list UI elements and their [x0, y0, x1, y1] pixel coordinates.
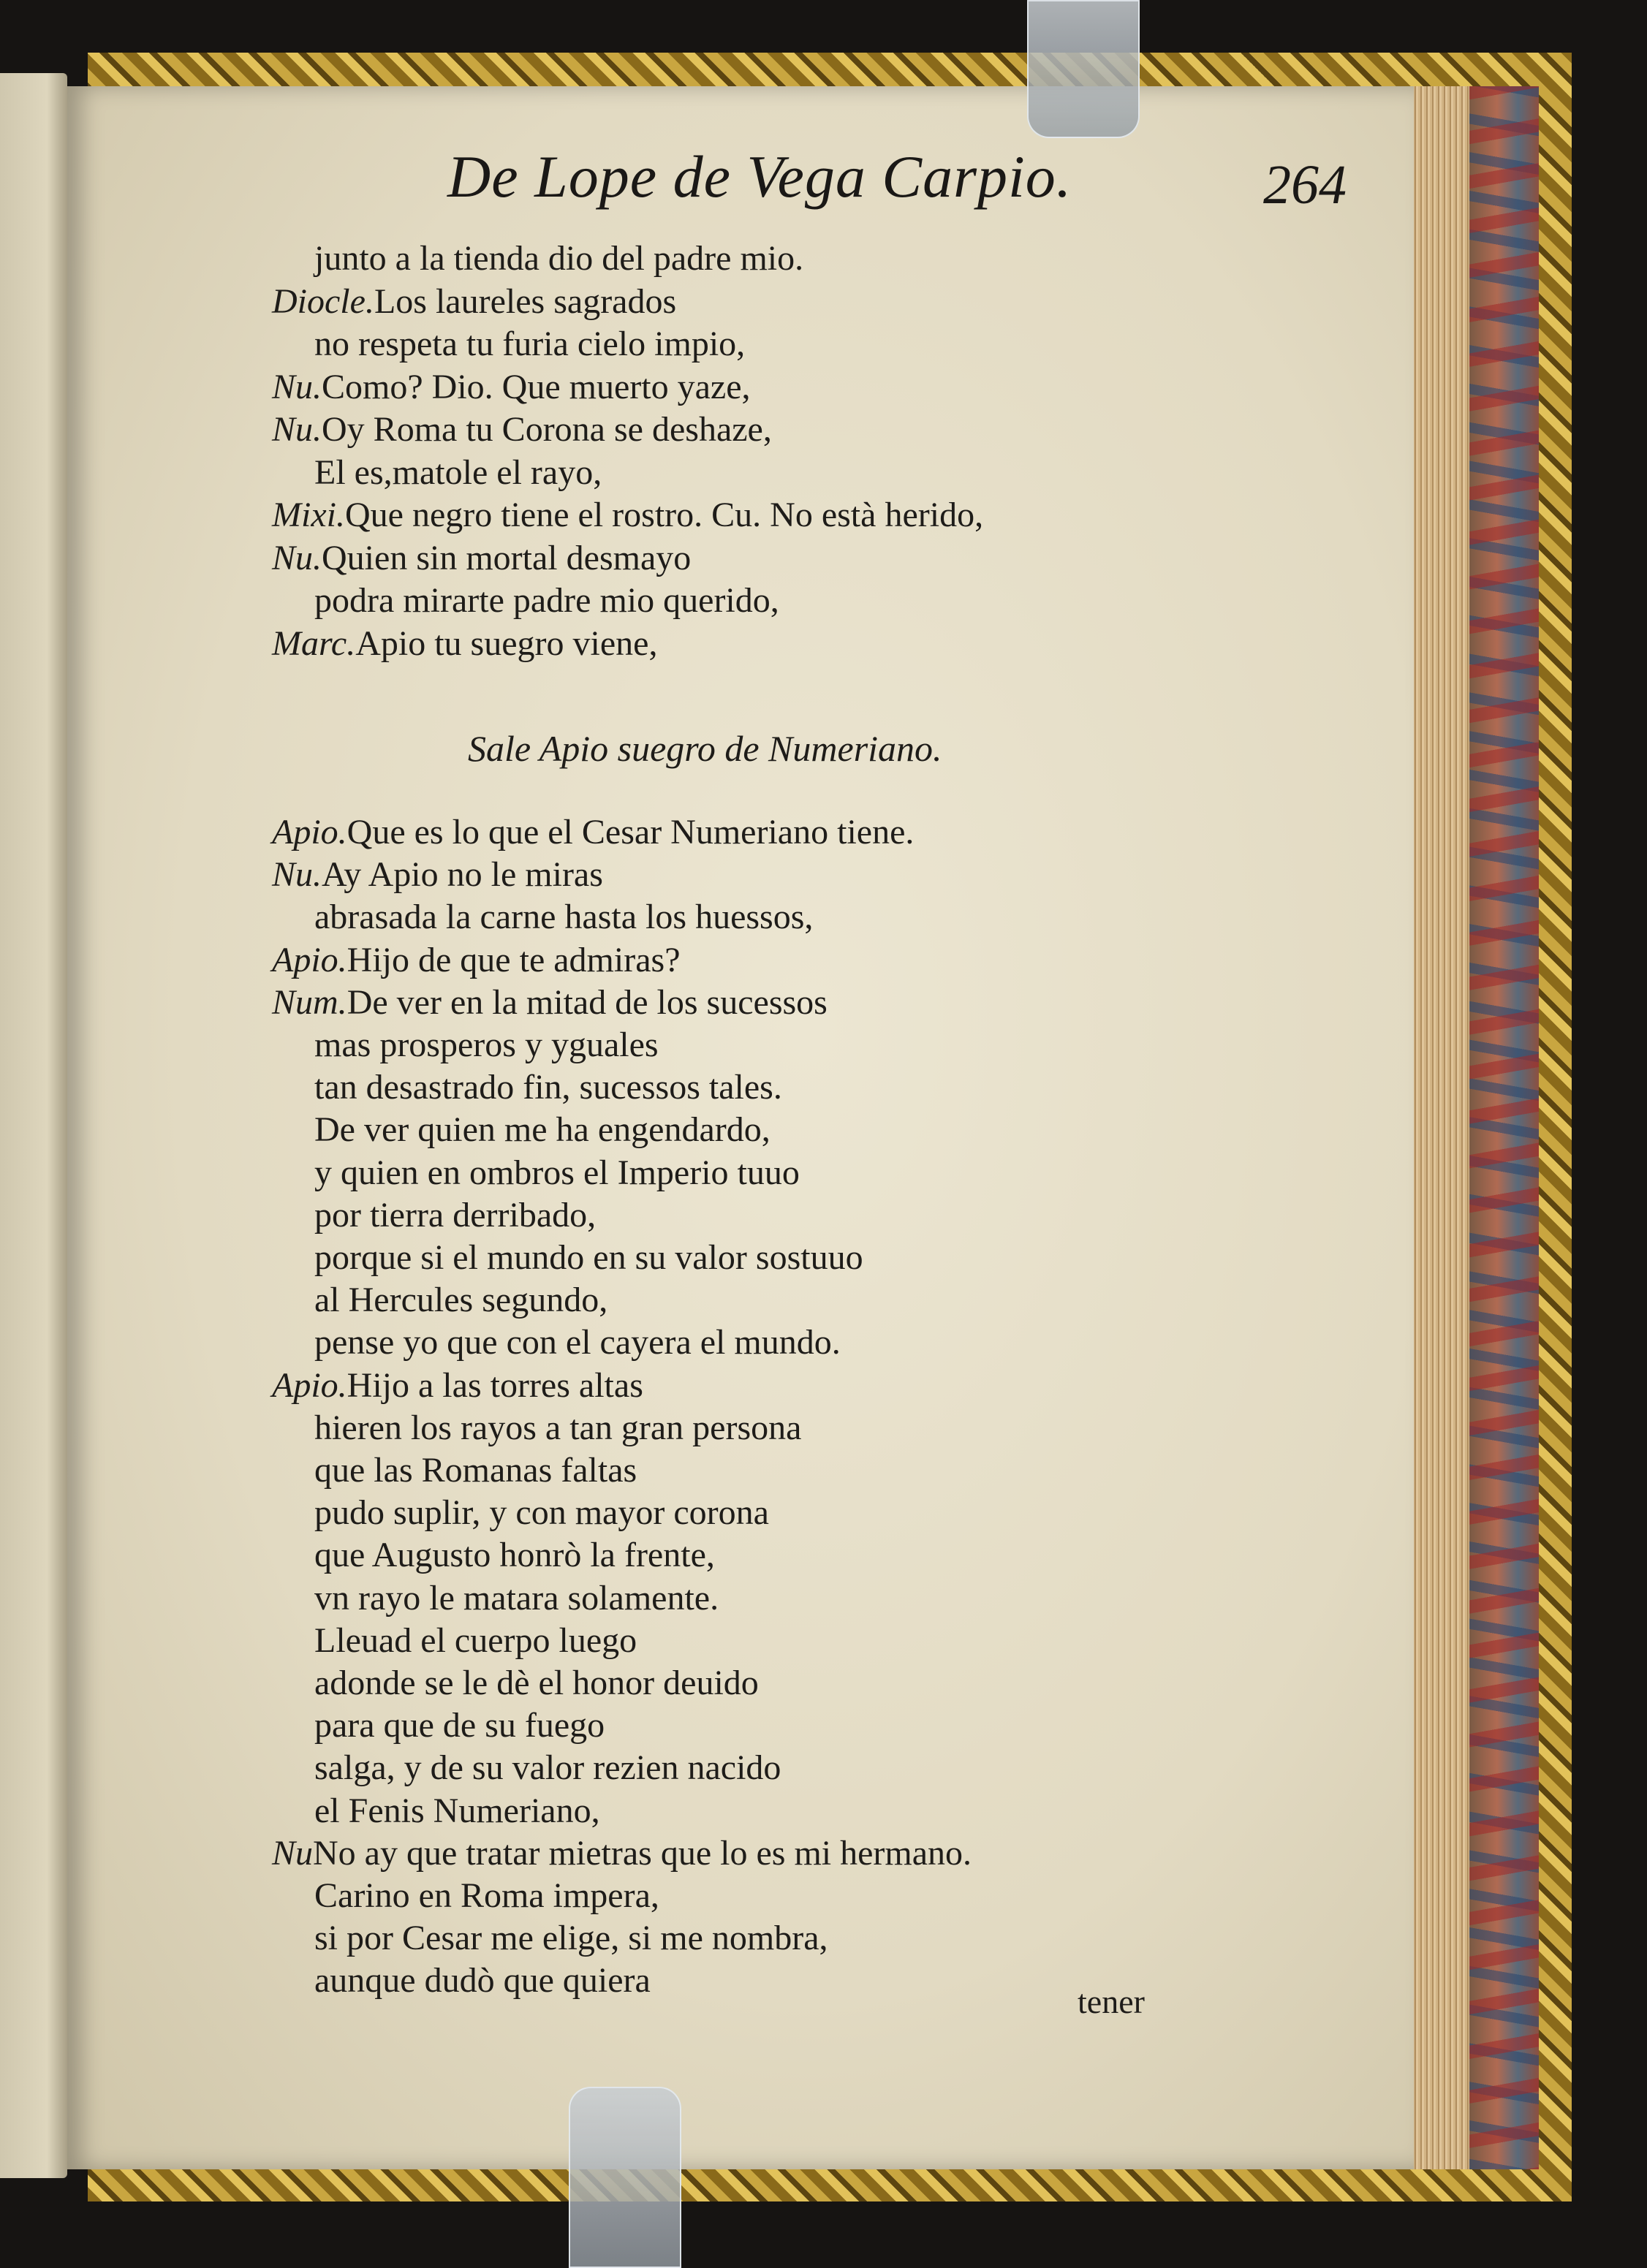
verse-line [314, 1112, 771, 1148]
verse-line [314, 1578, 719, 1617]
verse-text: podra mirarte padre mio querido, [314, 581, 779, 620]
verse-text: salga, y de su valor rezien nacido [314, 1748, 781, 1788]
verse-text: y quien en ombros el Imperio tuuo [314, 1153, 800, 1192]
page-number: 264 [1263, 154, 1347, 216]
verse-text: Ay Apio no le miras [322, 855, 603, 895]
facing-page-edge [0, 73, 67, 2178]
verse-text: junto a la tienda dio del padre mio. [314, 239, 804, 278]
verse-line [314, 1538, 715, 1573]
page-fore-edge [1412, 86, 1469, 2169]
speaker-label: Nu. [272, 855, 322, 895]
catchword: tener [1078, 1983, 1145, 2020]
verse-line [272, 623, 658, 663]
verse-text: No ay que tratar mietras que lo es mi hermano. [313, 1833, 972, 1873]
speaker-label: Apio. [272, 1365, 347, 1405]
verse-line [314, 241, 803, 276]
verse-text: porque si el mundo en su valor sostuuo [314, 1238, 863, 1277]
verse-line [272, 940, 681, 979]
speaker-label: Diocle. [272, 281, 374, 321]
verse-line [272, 498, 983, 533]
verse-line [314, 1283, 607, 1318]
verse-line [314, 1708, 605, 1743]
verse-line [272, 1365, 643, 1405]
verse-line [314, 1620, 637, 1660]
verse-line [272, 855, 603, 895]
verse-line [314, 1153, 800, 1192]
verse-text: Hijo de que te admiras? [347, 940, 681, 979]
verse-text: El es,matole el rayo, [314, 452, 602, 492]
verse-text: abrasada la carne hasta los huessos, [314, 898, 814, 937]
speaker-label: Marc. [272, 623, 356, 663]
verse-line [272, 815, 914, 850]
verse-line [314, 1963, 651, 1998]
verse-text: mas prosperos y yguales [314, 1025, 659, 1064]
verse-text: si por Cesar me elige, si me nombra, [314, 1919, 828, 1958]
marbled-endpaper [1469, 86, 1539, 2169]
stage-direction: Sale Apio suegro de Numeriano. [468, 728, 942, 769]
verse-text: Hijo a las torres altas [347, 1365, 643, 1405]
verse-line [314, 1878, 659, 1914]
speaker-label: Apio. [272, 940, 347, 979]
verse-line [314, 327, 745, 362]
verse-line [314, 452, 602, 492]
speaker-label: Num. [272, 982, 347, 1022]
verse-line [272, 367, 751, 406]
verse-text: tan desastrado fin, sucessos tales. [314, 1068, 782, 1107]
verse-line [272, 281, 677, 321]
verse-line [314, 583, 779, 618]
verse-line [272, 1833, 972, 1873]
speaker-label: Apio. [272, 813, 347, 852]
verse-text: Lleuad el cuerpo luego [314, 1620, 637, 1660]
verse-text: Que es lo que el Cesar Numeriano tiene. [347, 813, 915, 852]
speaker-label: Nu. [272, 410, 322, 449]
verse-text: Carino en Roma impera, [314, 1876, 659, 1915]
speaker-label: Nu. [272, 367, 322, 406]
verse-text: pudo suplir, y con mayor corona [314, 1493, 769, 1533]
running-header: De Lope de Vega Carpio. [447, 143, 1072, 210]
verse-line [314, 1748, 781, 1788]
verse-text: no respeta tu furia cielo impio, [314, 325, 746, 363]
verse-text: Quien sin mortal desmayo [322, 538, 692, 577]
verse-line [314, 1408, 802, 1447]
verse-line [314, 1921, 828, 1956]
verse-text: Apio tu suegro viene, [355, 623, 658, 663]
verse-text: para que de su fuego [314, 1706, 605, 1745]
verse-line [272, 982, 828, 1022]
verse-text: hieren los rayos a tan gran persona [314, 1408, 802, 1447]
verse-line [272, 412, 772, 447]
verse-text: De ver en la mitad de los sucessos [347, 982, 828, 1022]
verse-line [314, 900, 813, 935]
verse-text: aunque dudò que quiera [314, 1961, 651, 2000]
verse-line [272, 538, 692, 577]
verse-text: Oy Roma tu Corona se deshaze, [322, 410, 772, 449]
page-clip-bottom [569, 2087, 681, 2268]
verse-text: que las Romanas faltas [314, 1451, 637, 1490]
speaker-label: Nu. [272, 538, 322, 577]
verse-text: Que negro tiene el rostro. Cu. No està herido, [344, 496, 984, 534]
verse-text: vn rayo le matara solamente. [314, 1578, 719, 1617]
verse-line [314, 1495, 769, 1531]
verse-line [314, 1240, 863, 1275]
page-clip-top [1027, 0, 1140, 138]
verse-text: adonde se le dè el honor deuido [314, 1664, 759, 1702]
verse-line [314, 1070, 782, 1105]
verse-line [314, 1453, 637, 1488]
speaker-label: Nu [272, 1833, 314, 1873]
verse-line [314, 1025, 659, 1064]
verse-text: al Hercules segundo, [314, 1281, 608, 1320]
verse-text: pense yo que con el cayera el mundo. [314, 1323, 841, 1362]
verse-line [314, 1195, 597, 1234]
verse-line [314, 1325, 841, 1360]
verse-text: por tierra derribado, [314, 1195, 597, 1234]
verse-text: De ver quien me ha engendardo, [314, 1110, 771, 1150]
verse-text: el Fenis Numeriano, [314, 1791, 600, 1830]
verse-line [314, 1791, 600, 1830]
verse-text: Como? Dio. Que muerto yaze, [322, 367, 751, 406]
speaker-label: Mixi. [272, 496, 345, 534]
verse-line [314, 1666, 759, 1701]
verse-text: Los laureles sagrados [374, 281, 677, 321]
verse-text: que Augusto honrò la frente, [314, 1536, 715, 1575]
